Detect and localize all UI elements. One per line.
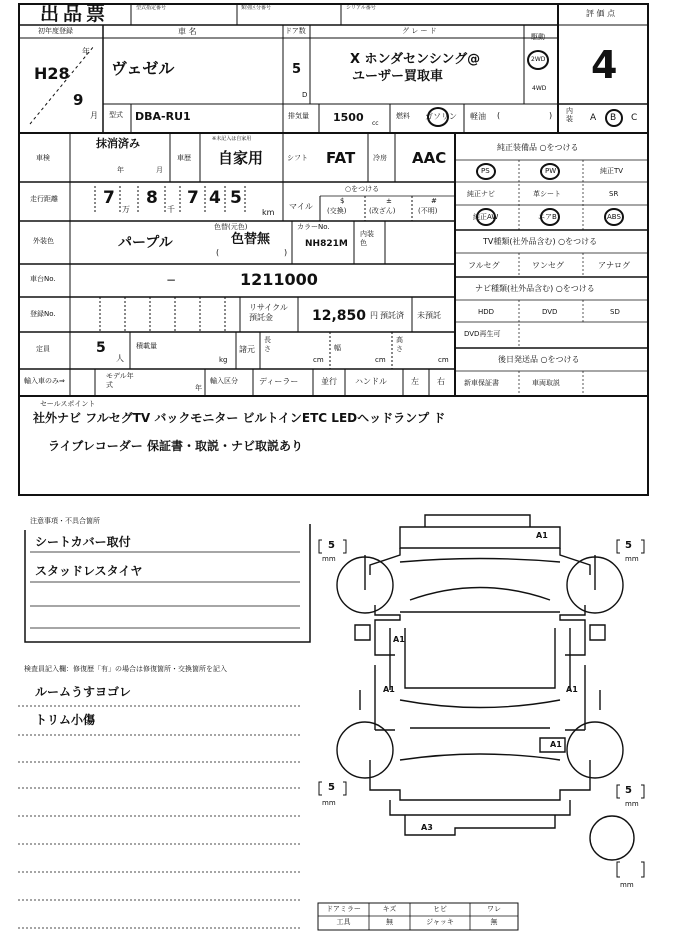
exchange-symbol: $ [340, 197, 345, 205]
model-code: DBA-RU1 [135, 110, 191, 123]
fuel-diesel: 軽油 [470, 112, 486, 121]
equip-leather: 革シート [533, 190, 561, 198]
tread-rear-left-value: 5 [328, 782, 335, 793]
color-change-label: 色替(元色) [214, 223, 248, 231]
equip-airbag: エアB [538, 213, 557, 221]
legend-header-scratch: キズ [382, 905, 397, 913]
recycle-deposited: 預託済 [380, 311, 404, 320]
doors-value: 5 [292, 62, 302, 77]
dvd-playback: DVD再生可 [464, 330, 501, 338]
sales-points-label: セールスポイント [40, 400, 96, 408]
import-year-suffix: 年 [195, 384, 202, 392]
legend-header-mirror: ドアミラー [326, 905, 361, 913]
inspection-value: 抹消済み [96, 137, 140, 150]
registration-month: 9 [73, 91, 84, 109]
tv-oneseg: ワンセグ [532, 261, 564, 270]
later-warranty: 新車保証書 [464, 379, 499, 387]
shift-value: FAT [326, 149, 356, 167]
ac-value: AAC [412, 149, 447, 167]
legend-value-none-2: 無 [490, 918, 498, 926]
damage-mark-front: A1 [536, 531, 548, 540]
color-code-value: NH821M [305, 239, 348, 249]
notes-label: 注意事項・不具合箇所 [30, 517, 100, 525]
mileage-label: 走行距離 [30, 195, 58, 203]
grade-line-1: X ホンダセンシング@ [350, 52, 481, 67]
history-label: 車歴 [177, 154, 191, 162]
inspection-year-suffix: 年 [117, 166, 124, 174]
score-value: 4 [591, 43, 618, 87]
drive-label: 駆動 [531, 33, 545, 41]
length-label: 長さ [264, 336, 271, 353]
fuel-paren-close: ) [549, 111, 553, 120]
legend-value-tools: 工具 [336, 918, 351, 926]
tread-front-left-unit: mm [322, 555, 336, 563]
drive-2wd: 2WD [531, 56, 546, 63]
month-suffix: 月 [90, 111, 98, 120]
legend-header-break: ワレ [487, 905, 501, 913]
damage-mark-right-door: A1 [566, 685, 578, 694]
displacement-label: 排気量 [288, 112, 309, 120]
tread-rear-right-unit: mm [625, 800, 639, 808]
inspector-label: 検査員記入欄：修復歴「有」の場合は修復箇所・交換箇所を記入 [24, 665, 227, 673]
damage-mark-left-door: A1 [383, 685, 395, 694]
equip-pw: PW [545, 167, 557, 175]
legend-value-none-1: 無 [386, 918, 393, 926]
handle-right: 右 [437, 377, 445, 386]
capacity-label: 定員 [36, 345, 50, 353]
handle-label: ハンドル [355, 377, 387, 386]
first-registration-label: 初年度登録 [38, 27, 73, 35]
tread-front-right-value: 5 [625, 540, 632, 551]
mileage-exchange: (交換) [327, 207, 347, 215]
import-parallel: 並行 [321, 377, 337, 386]
serial-label: シリアル番号 [346, 5, 376, 11]
interior-label: 内装 [566, 107, 573, 123]
tread-front-left-value: 5 [328, 540, 335, 551]
equip-navi: 純正ナビ [467, 190, 495, 198]
damage-mark-left-fender: A1 [393, 635, 405, 644]
sales-points-line-2: ライブレコーダー 保証書・取説・ナビ取説あり [48, 439, 303, 453]
mileage-unit-km: km [262, 208, 275, 217]
navi-type-title: ナビ種類(社外品含む) ○をつける [475, 284, 595, 293]
car-name-label: 車 名 [178, 27, 197, 36]
chassis-dash: − [166, 273, 177, 287]
dims-label: 諸元 [239, 345, 255, 354]
length-unit: cm [313, 356, 324, 364]
inspection-label: 車検 [36, 154, 50, 162]
score-label: 評 価 点 [586, 9, 616, 18]
exterior-color-label: 外装色 [33, 237, 54, 245]
model-year-label: モデル年式 [106, 372, 134, 389]
category-label: 類別区分番号 [241, 5, 272, 11]
grade-label: グ レ ー ド [402, 27, 437, 35]
note-item-2: スタッドレスタイヤ [35, 564, 143, 578]
ac-label: 冷房 [373, 154, 387, 162]
equip-sr: SR [609, 190, 619, 198]
inspector-item-2: トリム小傷 [35, 713, 96, 727]
mileage-digit-2: 8 [146, 188, 158, 208]
height-unit: cm [438, 356, 449, 364]
recycle-undeposited: 未預託 [417, 311, 441, 320]
unknown-symbol: # [431, 197, 437, 205]
tread-front-right-unit: mm [625, 555, 639, 563]
color-paren-close: ) [284, 248, 288, 257]
car-name: ヴェゼル [111, 59, 175, 78]
mileage-check-note: ○をつける [345, 185, 380, 193]
chassis-label: 車台No. [30, 275, 56, 283]
import-category-label: 輸入区分 [210, 377, 238, 385]
model-label: 型式 [109, 111, 123, 119]
capacity-value: 5 [96, 340, 106, 356]
color-code-label: カラーNo. [297, 223, 330, 231]
later-shipment-title: 後日発送品 ○をつける [498, 355, 580, 364]
mileage-unit-man: 万 [122, 205, 130, 214]
capacity-unit: 人 [116, 354, 124, 363]
displacement-unit: cc [372, 120, 379, 127]
interior-grade-b: B [610, 113, 617, 123]
equipment-title: 純正装備品 ○をつける [497, 143, 579, 152]
form-title: 出品票 [40, 3, 110, 25]
mileage-digit-1: 7 [103, 188, 115, 208]
navi-hdd: HDD [478, 308, 495, 316]
drive-4wd: 4WD [532, 85, 547, 92]
mileage-digit-5: 5 [230, 188, 242, 208]
tread-rear-left-unit: mm [322, 799, 336, 807]
load-label: 積載量 [136, 342, 157, 350]
handle-left: 左 [411, 377, 419, 386]
tread-rear-right-value: 5 [625, 785, 632, 796]
import-dealer: ディーラー [259, 377, 299, 386]
mileage-unknown: (不明) [418, 207, 438, 215]
grade-line-2: ユーザー買取車 [352, 69, 444, 84]
recycle-amount: 12,850 [312, 308, 367, 324]
damage-mark-rear: A3 [421, 823, 433, 832]
tv-analog: アナログ [598, 261, 630, 270]
height-label: 高さ [396, 336, 403, 353]
width-unit: cm [375, 356, 386, 364]
mileage-digit-4: 4 [209, 188, 221, 208]
mileage-tamper: (改ざん) [369, 207, 396, 215]
tamper-symbol: ± [386, 197, 392, 205]
mile-label: マイル [289, 202, 313, 211]
exterior-color-value: パープル [118, 235, 173, 251]
doors-label: ドア数 [285, 27, 306, 35]
recycle-label: リサイクル預託金 [249, 303, 288, 322]
legend-value-jack: ジャッキ [426, 918, 454, 926]
equip-tv: 純正TV [600, 167, 624, 175]
tv-fullseg: フルセグ [468, 261, 500, 270]
doors-unit: D [302, 91, 308, 99]
history-value: 自家用 [218, 149, 264, 167]
form-type-label: 型式指定番号 [136, 5, 167, 11]
interior-grade-a: A [590, 113, 597, 123]
equip-aw: 純正AW [473, 213, 499, 221]
inspector-item-1: ルームうすヨゴレ [35, 685, 132, 699]
fuel-gasoline: ガソリン [425, 112, 457, 121]
fuel-label: 燃料 [396, 112, 410, 120]
later-manual: 車両取説 [532, 379, 560, 387]
damage-mark-right-rear: A1 [550, 740, 562, 749]
recycle-unit: 円 [370, 311, 378, 320]
import-label: 輸入車のみ⇒ [24, 377, 65, 385]
chassis-number: 1211000 [240, 270, 318, 289]
note-item-1: シートカバー取付 [35, 535, 131, 549]
equip-abs: ABS [607, 213, 621, 221]
shift-label: シフト [287, 154, 308, 162]
equip-ps: PS [481, 167, 490, 175]
color-change-value: 色替無 [231, 232, 271, 247]
sales-points-line-1: 社外ナビ フルセグTV バックモニター ビルトインETC LEDヘッドランプ ド [33, 411, 446, 425]
fuel-paren-open: ( [497, 111, 501, 120]
mileage-unit-sen: 千 [167, 205, 175, 214]
inspection-month-suffix: 月 [156, 166, 163, 174]
width-label: 幅 [334, 344, 341, 352]
interior-grade-c: C [631, 113, 638, 123]
tread-spare-unit: mm [620, 881, 634, 889]
registration-era-year: H28 [34, 64, 70, 83]
displacement-value: 1500 [333, 111, 364, 124]
mileage-digit-3: 7 [187, 188, 199, 208]
navi-dvd: DVD [542, 308, 558, 316]
load-unit: kg [219, 356, 228, 364]
color-paren-open: ( [216, 248, 220, 257]
history-note: ※未記入は自家用 [212, 136, 252, 142]
tv-type-title: TV種類(社外品含む) ○をつける [483, 237, 598, 246]
legend-header-crack: ヒビ [433, 905, 447, 913]
year-suffix: 年 [82, 47, 90, 56]
navi-sd: SD [610, 308, 620, 316]
interior-color-label: 内装色 [360, 230, 374, 247]
registration-label: 登録No. [30, 310, 56, 318]
